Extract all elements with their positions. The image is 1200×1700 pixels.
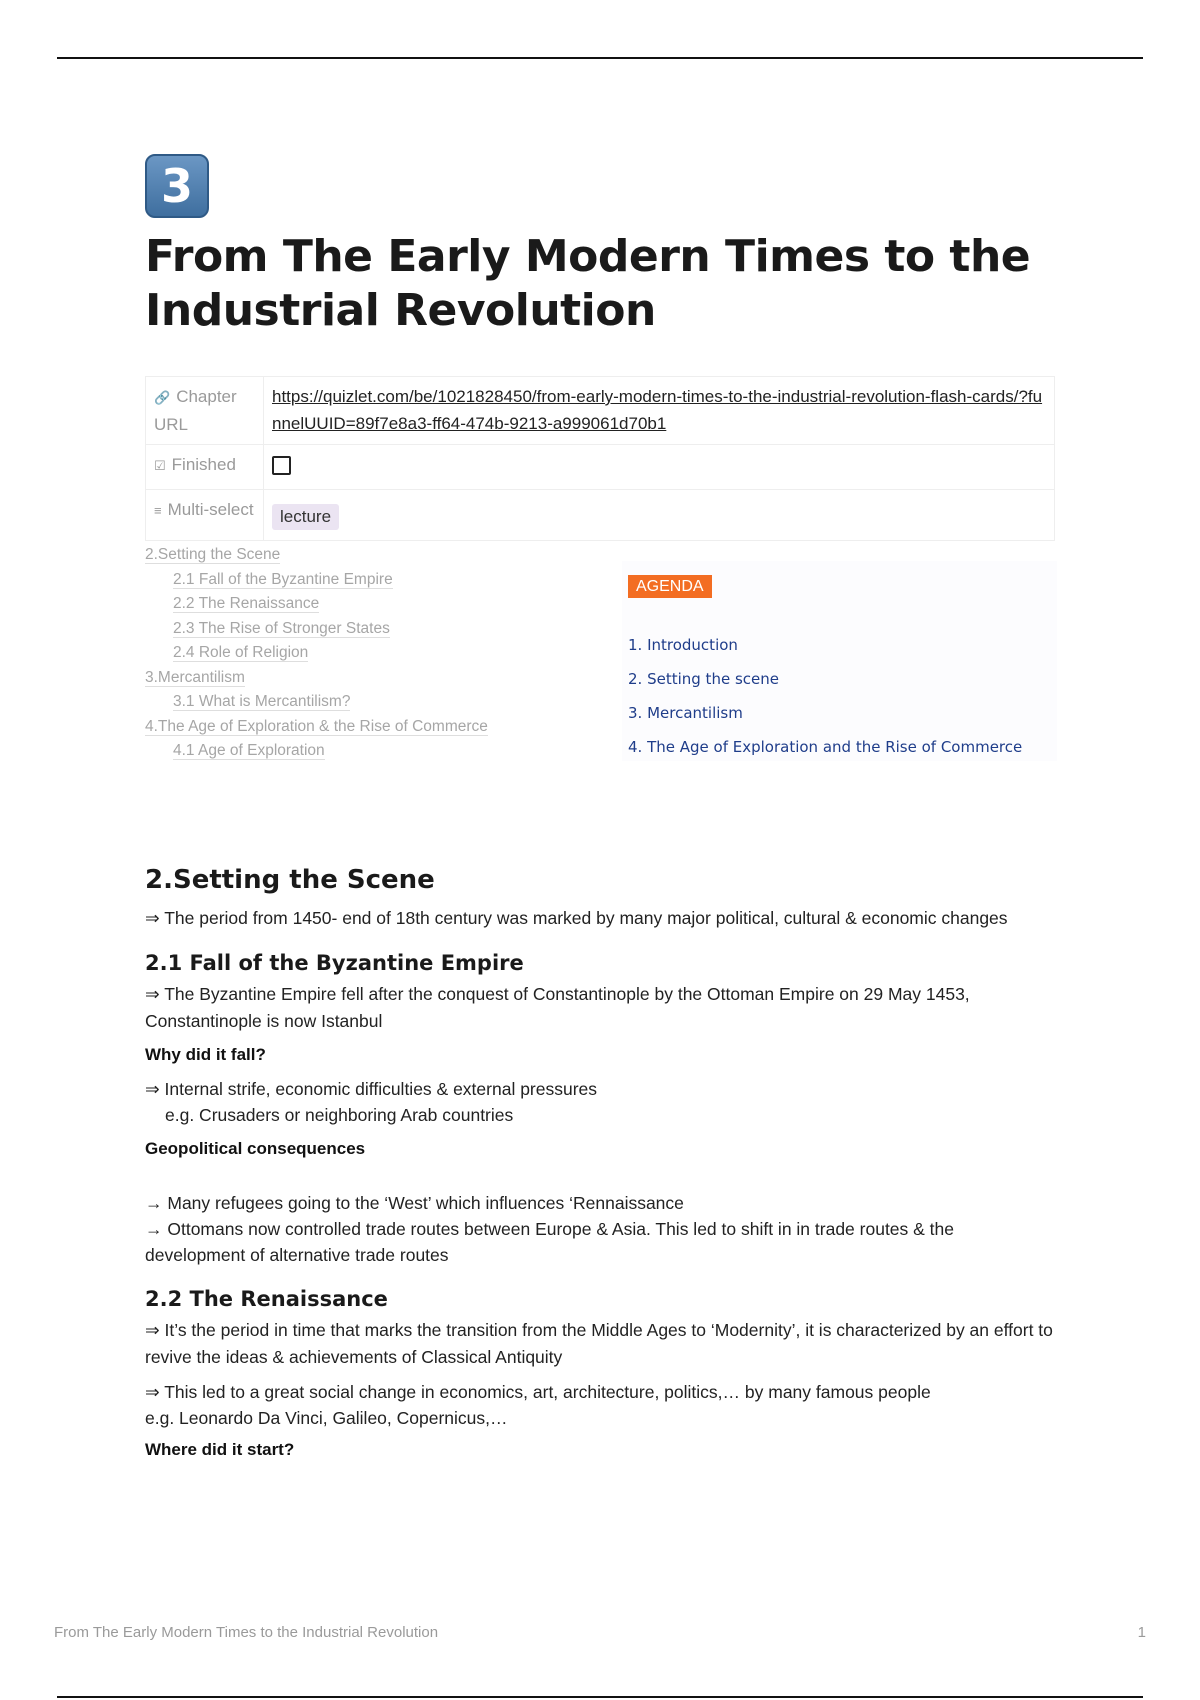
page-content <box>145 154 1057 1463</box>
toc-link-text: 3.1 What is Mercantilism? <box>173 693 351 710</box>
property-value <box>264 377 1055 445</box>
toc-link[interactable] <box>145 617 625 642</box>
heading-the-renaissance: 2.2 The Renaissance <box>145 1287 388 1311</box>
property-key <box>146 445 264 490</box>
page-title: From The Early Modern Times to the Industrial Revolution <box>145 231 1031 336</box>
property-row-multi-select <box>146 490 1055 541</box>
toc-link-text: 2.2 The Renaissance <box>173 595 320 612</box>
list-icon: ≡ <box>154 503 162 518</box>
property-key <box>146 377 264 445</box>
finished-checkbox[interactable] <box>272 456 291 475</box>
bottom-rule <box>57 1696 1143 1698</box>
paragraph: ⇒ This led to a great social change in economics, art, architecture, politics,… by many famous people <box>145 1382 931 1402</box>
toc-link[interactable] <box>145 592 625 617</box>
paragraph: → Many refugees going to the ‘West’ which influences ‘Rennaissance <box>145 1193 684 1213</box>
subheading-geopolitical-consequences: Geopolitical consequences <box>145 1139 366 1158</box>
toc-link-text: 4.1 Age of Exploration <box>173 742 325 759</box>
paragraph: ⇒ The period from 1450- end of 18th century was marked by many major political, cultural & economic changes <box>145 908 1008 928</box>
subheading-why-did-it-fall: Why did it fall? <box>145 1045 266 1064</box>
agenda-badge: AGENDA <box>628 575 712 598</box>
toc-link[interactable] <box>145 715 625 740</box>
paragraph: e.g. Leonardo Da Vinci, Galileo, Copernicus,… <box>145 1408 508 1428</box>
footer-title: From The Early Modern Times to the Industrial Revolution <box>54 1624 439 1641</box>
toc-link-text: 2.3 The Rise of Stronger States <box>173 619 390 637</box>
paragraph-indented: e.g. Crusaders or neighboring Arab countries <box>165 1105 514 1125</box>
property-key <box>146 490 264 541</box>
property-label: Chapter URL <box>154 387 237 434</box>
multi-select-tag[interactable]: lecture <box>272 504 339 530</box>
toc-and-agenda <box>145 541 1057 781</box>
agenda-item: 4. The Age of Exploration and the Rise of Commerce <box>628 738 1023 756</box>
toc-link[interactable] <box>145 568 625 593</box>
toc-link-text: 2.4 Role of Religion <box>173 644 309 661</box>
property-label: Finished <box>171 455 236 474</box>
checkbox-property-icon: ☑ <box>154 458 166 473</box>
toc-link[interactable] <box>145 690 625 715</box>
toc-link-text: 2.1 Fall of the Byzantine Empire <box>173 570 393 588</box>
property-row-chapter-url <box>146 377 1055 445</box>
toc-link[interactable] <box>145 543 625 568</box>
agenda-item: 1. Introduction <box>628 636 738 654</box>
heading-fall-of-byzantine-empire: 2.1 Fall of the Byzantine Empire <box>145 951 524 975</box>
property-label: Multi-select <box>167 500 254 519</box>
table-of-contents <box>145 543 625 764</box>
toc-link-text: 2.Setting the Scene <box>145 546 281 563</box>
top-rule <box>57 57 1143 59</box>
agenda-image <box>622 561 1057 761</box>
agenda-list <box>628 628 1022 764</box>
footer-page-number: 1 <box>1137 1624 1146 1641</box>
property-value <box>264 490 1055 541</box>
chapter-url-link[interactable]: https://quizlet.com/be/1021828450/from-early-modern-times-to-the-industrial-revolution-flash-cards/?funnelUUID=89f7e8a3-ff64-474b-9213-a999061d70b1 <box>272 387 1043 433</box>
agenda-item: 3. Mercantilism <box>628 704 743 722</box>
paragraph: ⇒ Internal strife, economic difficulties & external pressures <box>145 1079 598 1099</box>
keycap-three-icon: 3 <box>145 154 209 218</box>
paragraph: ⇒ It’s the period in time that marks the transition from the Middle Ages to ‘Modernity’, it is characterized by an effort to revive the ideas & achievements of Classical Antiquity <box>145 1320 1053 1367</box>
toc-link[interactable] <box>145 666 625 691</box>
properties-table <box>145 376 1055 541</box>
property-row-finished <box>146 445 1055 490</box>
property-value <box>264 445 1055 490</box>
paragraph: ⇒ The Byzantine Empire fell after the conquest of Constantinople by the Ottoman Empire on 29 May 1453, Constantinople is now Istanbul <box>145 984 970 1031</box>
toc-link[interactable] <box>145 739 625 764</box>
agenda-item: 2. Setting the scene <box>628 670 779 688</box>
paragraph: → Ottomans now controlled trade routes between Europe & Asia. This led to shift in in trade routes & the development of alternative trade routes <box>145 1219 955 1265</box>
heading-setting-the-scene: 2.Setting the Scene <box>145 865 435 895</box>
toc-link-text: 3.Mercantilism <box>145 668 245 686</box>
link-icon: 🔗 <box>154 390 171 405</box>
subheading-where-did-it-start: Where did it start? <box>145 1440 295 1459</box>
toc-link[interactable] <box>145 641 625 666</box>
toc-link-text: 4.The Age of Exploration & the Rise of Commerce <box>145 717 488 735</box>
